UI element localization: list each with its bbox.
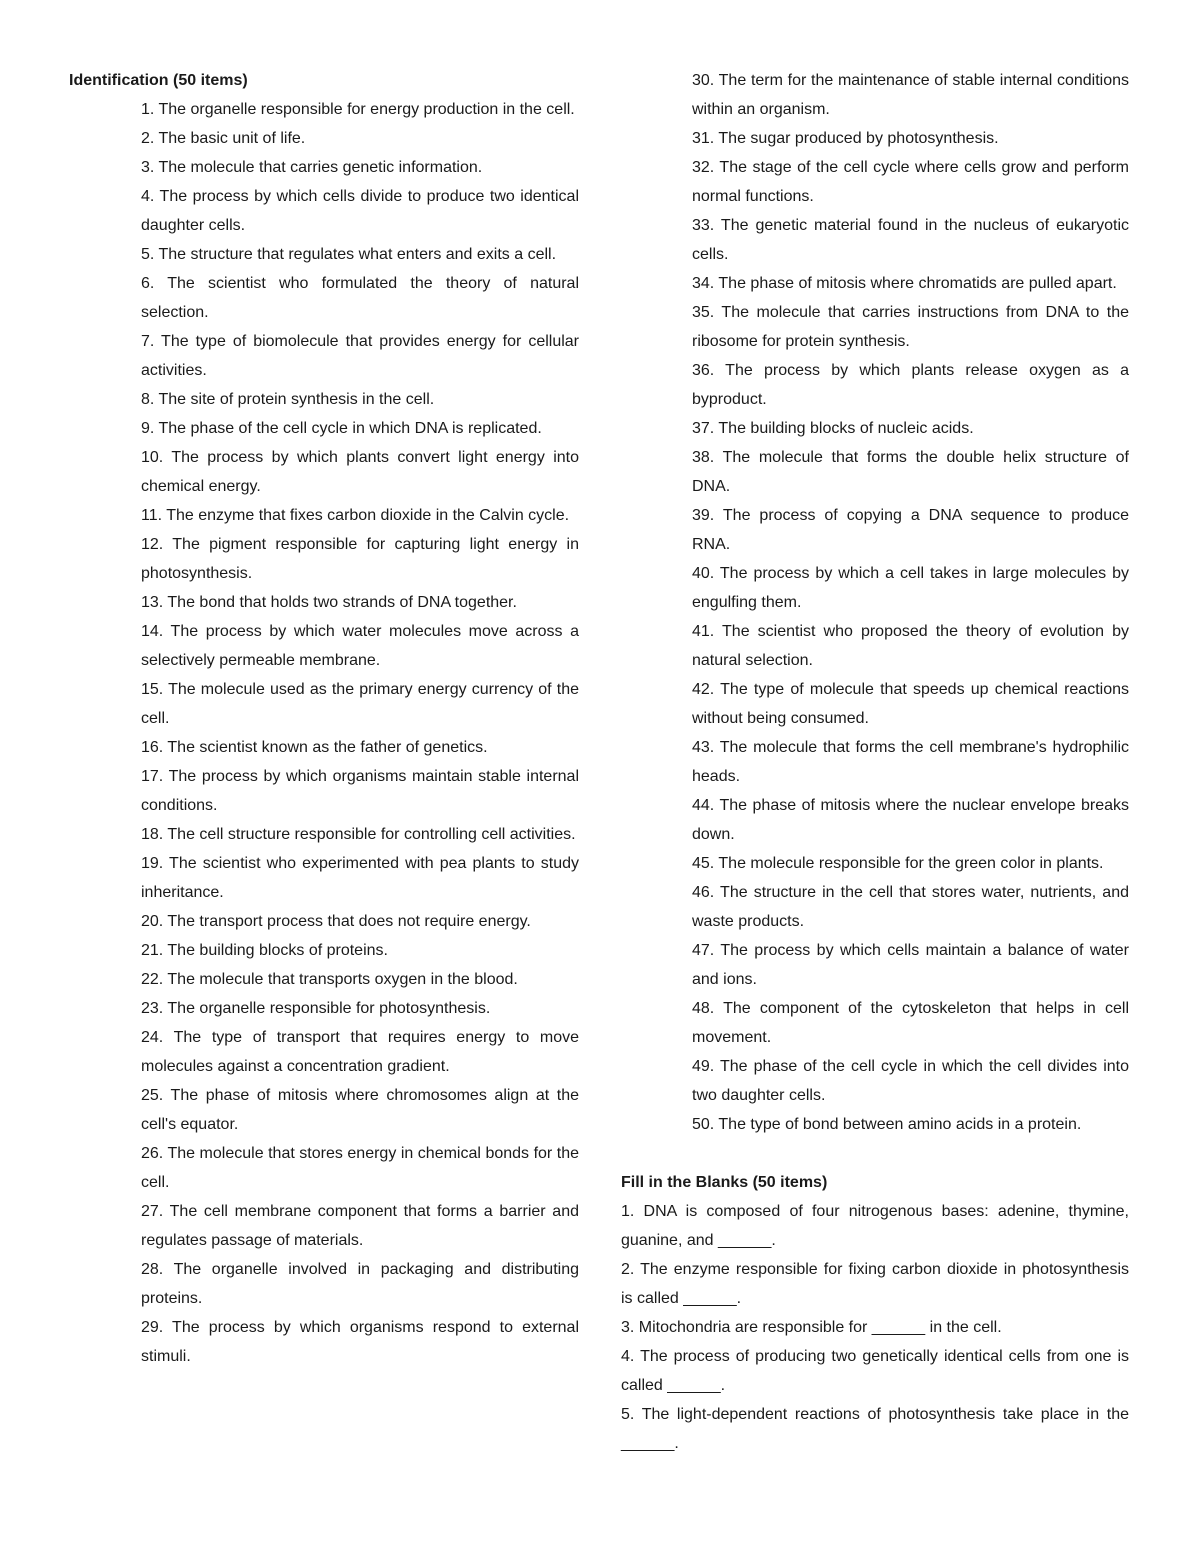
identification-item: 16. The scientist known as the father of genetics. bbox=[141, 739, 488, 756]
identification-item: 35. The molecule that carries instructions from DNA to the ribosome for protein synthesis. bbox=[692, 304, 1129, 350]
identification-heading: Identification (50 items) bbox=[69, 72, 248, 89]
identification-item: 25. The phase of mitosis where chromosomes align at the cell's equator. bbox=[141, 1087, 579, 1133]
left-column bbox=[69, 66, 579, 1371]
identification-item: 23. The organelle responsible for photosynthesis. bbox=[141, 1000, 491, 1017]
identification-item: 19. The scientist who experimented with pea plants to study inheritance. bbox=[141, 855, 579, 901]
identification-item: 45. The molecule responsible for the green color in plants. bbox=[692, 855, 1104, 872]
identification-item: 22. The molecule that transports oxygen in the blood. bbox=[141, 971, 518, 988]
identification-item: 37. The building blocks of nucleic acids. bbox=[692, 420, 974, 437]
identification-item: 20. The transport process that does not require energy. bbox=[141, 913, 531, 930]
right-column bbox=[621, 66, 1129, 1458]
identification-item: 6. The scientist who formulated the theory of natural selection. bbox=[141, 275, 579, 321]
identification-item: 15. The molecule used as the primary energy currency of the cell. bbox=[141, 681, 579, 727]
identification-item: 48. The component of the cytoskeleton that helps in cell movement. bbox=[692, 1000, 1129, 1046]
identification-item: 38. The molecule that forms the double helix structure of DNA. bbox=[692, 449, 1129, 495]
section-spacer bbox=[621, 1139, 1129, 1168]
identification-item: 29. The process by which organisms respond to external stimuli. bbox=[141, 1319, 579, 1365]
identification-item: 43. The molecule that forms the cell membrane's hydrophilic heads. bbox=[692, 739, 1129, 785]
identification-item: 50. The type of bond between amino acids in a protein. bbox=[692, 1116, 1082, 1133]
identification-item: 47. The process by which cells maintain a balance of water and ions. bbox=[692, 942, 1129, 988]
identification-item: 26. The molecule that stores energy in chemical bonds for the cell. bbox=[141, 1145, 579, 1191]
identification-item: 49. The phase of the cell cycle in which the cell divides into two daughter cells. bbox=[692, 1058, 1129, 1104]
identification-item: 40. The process by which a cell takes in large molecules by engulfing them. bbox=[692, 565, 1129, 611]
fill-blanks-heading: Fill in the Blanks (50 items) bbox=[621, 1174, 828, 1191]
identification-item: 30. The term for the maintenance of stable internal conditions within an organism. bbox=[692, 72, 1129, 118]
identification-item: 28. The organelle involved in packaging and distributing proteins. bbox=[141, 1261, 579, 1307]
identification-item: 10. The process by which plants convert light energy into chemical energy. bbox=[141, 449, 579, 495]
identification-item: 32. The stage of the cell cycle where cells grow and perform normal functions. bbox=[692, 159, 1129, 205]
identification-item: 14. The process by which water molecules move across a selectively permeable membrane. bbox=[141, 623, 579, 669]
fill-blank-item: 1. DNA is composed of four nitrogenous bases: adenine, thymine, guanine, and ______. bbox=[621, 1203, 1129, 1249]
identification-item: 36. The process by which plants release oxygen as a byproduct. bbox=[692, 362, 1129, 408]
identification-item: 18. The cell structure responsible for controlling cell activities. bbox=[141, 826, 576, 843]
identification-item: 2. The basic unit of life. bbox=[141, 130, 306, 147]
identification-item: 34. The phase of mitosis where chromatids are pulled apart. bbox=[692, 275, 1117, 292]
identification-item: 4. The process by which cells divide to produce two identical daughter cells. bbox=[141, 188, 579, 234]
identification-item: 12. The pigment responsible for capturing light energy in photosynthesis. bbox=[141, 536, 579, 582]
fill-blank-item: 5. The light-dependent reactions of photosynthesis take place in the ______. bbox=[621, 1406, 1129, 1452]
identification-item: 21. The building blocks of proteins. bbox=[141, 942, 388, 959]
identification-item: 9. The phase of the cell cycle in which DNA is replicated. bbox=[141, 420, 542, 437]
identification-item: 3. The molecule that carries genetic information. bbox=[141, 159, 483, 176]
identification-item: 5. The structure that regulates what enters and exits a cell. bbox=[141, 246, 557, 263]
identification-item: 46. The structure in the cell that stores water, nutrients, and waste products. bbox=[692, 884, 1129, 930]
fill-blank-item: 3. Mitochondria are responsible for ______ in the cell. bbox=[621, 1319, 1002, 1336]
identification-item: 31. The sugar produced by photosynthesis. bbox=[692, 130, 999, 147]
identification-item: 41. The scientist who proposed the theory of evolution by natural selection. bbox=[692, 623, 1129, 669]
identification-item: 44. The phase of mitosis where the nuclear envelope breaks down. bbox=[692, 797, 1129, 843]
fill-blank-item: 4. The process of producing two genetically identical cells from one is called ______. bbox=[621, 1348, 1129, 1394]
identification-item: 17. The process by which organisms maintain stable internal conditions. bbox=[141, 768, 579, 814]
identification-item: 27. The cell membrane component that forms a barrier and regulates passage of materials. bbox=[141, 1203, 579, 1249]
identification-item: 7. The type of biomolecule that provides energy for cellular activities. bbox=[141, 333, 579, 379]
identification-item: 24. The type of transport that requires energy to move molecules against a concentration gradient. bbox=[141, 1029, 579, 1075]
identification-item: 39. The process of copying a DNA sequence to produce RNA. bbox=[692, 507, 1129, 553]
identification-item: 1. The organelle responsible for energy production in the cell. bbox=[141, 101, 575, 118]
identification-item: 33. The genetic material found in the nucleus of eukaryotic cells. bbox=[692, 217, 1129, 263]
identification-item: 8. The site of protein synthesis in the cell. bbox=[141, 391, 435, 408]
identification-item: 13. The bond that holds two strands of DNA together. bbox=[141, 594, 517, 611]
fill-blank-item: 2. The enzyme responsible for fixing carbon dioxide in photosynthesis is called ______. bbox=[621, 1261, 1129, 1307]
identification-item: 11. The enzyme that fixes carbon dioxide in the Calvin cycle. bbox=[141, 507, 570, 524]
identification-item: 42. The type of molecule that speeds up chemical reactions without being consumed. bbox=[692, 681, 1129, 727]
